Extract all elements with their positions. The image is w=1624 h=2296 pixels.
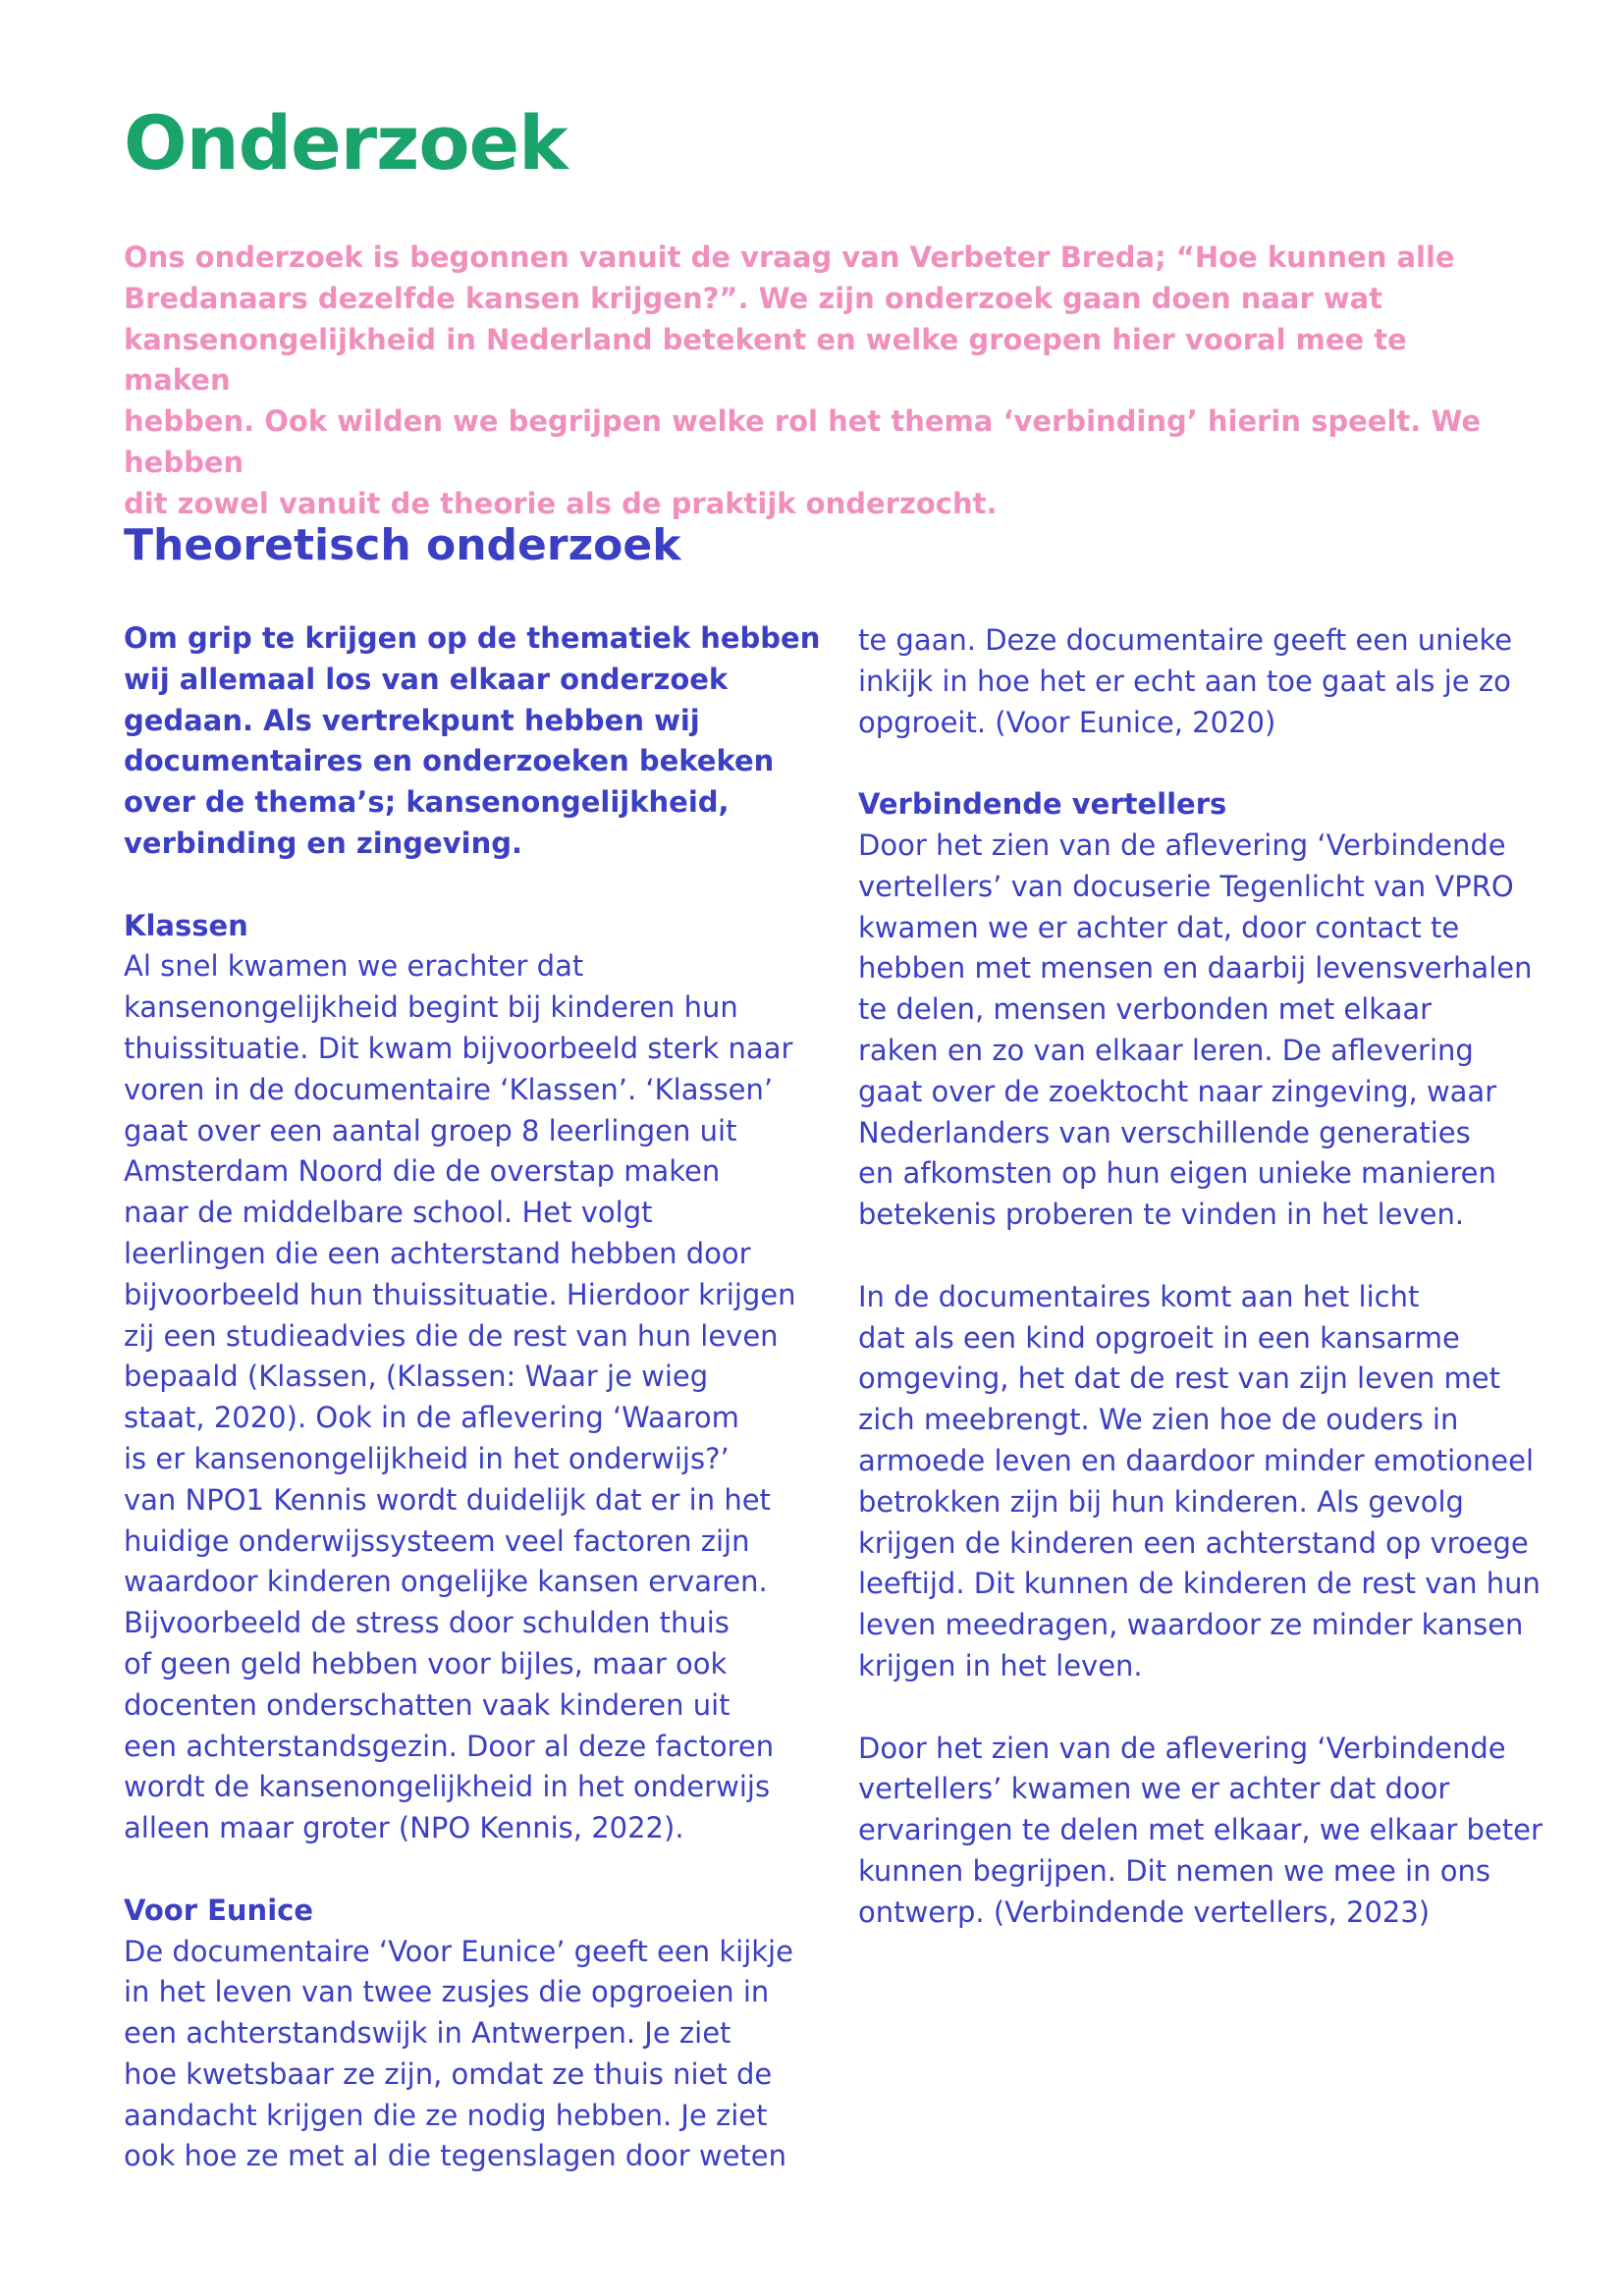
text-line: krijgen de kinderen een achterstand op vroege [858,1525,1529,1560]
text-line: wordt de kansenongelijkheid in het onderwijs [124,1770,771,1804]
text-line: vertellers’ kwamen we er achter dat door [858,1772,1450,1806]
lead-line: documentaires en onderzoeken bekeken [124,744,775,778]
text-line: thuissituatie. Dit kwam bijvoorbeeld sterk naar [124,1031,793,1065]
text-line: Nederlanders van verschillende generaties [858,1115,1471,1149]
text-line: gaat over een aantal groep 8 leerlingen uit [124,1113,737,1148]
text-line: een achterstandswijk in Antwerpen. Je ziet [124,2016,731,2051]
text-line: Bijvoorbeeld de stress door schulden thuis [124,1606,730,1640]
text-line: huidige onderwijssysteem veel factoren zijn [124,1523,750,1558]
text-line: staat, 2020). Ook in de aflevering ‘Waarom [124,1401,739,1435]
section-title: Theoretisch onderzoek [124,520,681,570]
text-line: Al snel kwamen we erachter dat [124,949,584,984]
text-line: bepaald (Klassen, (Klassen: Waar je wieg [124,1360,709,1394]
conclusion-paragraph [858,1729,1543,1934]
text-line: of geen geld hebben voor bijles, maar ook [124,1646,728,1681]
eunice-paragraph [124,1932,801,2178]
text-line: voren in de documentaire ‘Klassen’. ‘Klassen’ [124,1072,774,1106]
right-column [858,620,1543,1974]
lead-line: Om grip te krijgen op de thematiek hebben [124,621,821,655]
text-line: Door het zien van de aflevering ‘Verbindende [858,1731,1506,1765]
text-line: krijgen in het leven. [858,1648,1143,1682]
text-line: te gaan. Deze documentaire geeft een unieke [858,623,1513,657]
page-title: Onderzoek [124,99,568,187]
text-line: raken en zo van elkaar leren. De aflevering [858,1033,1474,1067]
text-line: zij een studieadvies die de rest van hun leven [124,1318,779,1353]
lead-line: over de thema’s; kansenongelijkheid, [124,785,730,820]
text-line: alleen maar groter (NPO Kennis, 2022). [124,1811,684,1845]
lead-line: gedaan. Als vertrekpunt hebben wij [124,703,700,737]
text-line: zich meebrengt. We zien hoe de ouders in [858,1403,1459,1437]
lead-paragraph [124,618,821,865]
text-line: ook hoe ze met al die tegenslagen door weten [124,2139,787,2173]
text-line: is er kansenongelijkheid in het onderwijs?’ [124,1441,730,1475]
text-line: betrokken zijn bij hun kinderen. Als gevolg [858,1484,1464,1519]
vertellers-heading: Verbindende vertellers [858,787,1227,822]
eunice-heading: Voor Eunice [124,1893,314,1927]
text-line: docenten onderschatten vaak kinderen uit [124,1687,731,1722]
text-line: waardoor kinderen ongelijke kansen ervaren. [124,1565,768,1599]
intro-line: hebben. Ook wilden we begrijpen welke rol het thema ‘verbinding’ hierin speelt. We hebben [124,404,1482,479]
intro-line: Bredanaars dezelfde kansen krijgen?”. We zijn onderzoek gaan doen naar wat [124,281,1383,315]
left-column [124,618,821,2218]
text-line: van NPO1 Kennis wordt duidelijk dat er in het [124,1482,771,1517]
text-line: kansenongelijkheid begint bij kinderen hun [124,990,738,1025]
text-line: dat als een kind opgroeit in een kansarme [858,1320,1460,1355]
text-line: omgeving, het dat de rest van zijn leven met [858,1362,1500,1396]
text-line: vertellers’ van docuserie Tegenlicht van VPRO [858,869,1514,903]
intro-paragraph [124,238,1508,525]
text-line: aandacht krijgen die ze nodig hebben. Je ziet [124,2098,768,2132]
intro-line: Ons onderzoek is begonnen vanuit de vraag van Verbeter Breda; “Hoe kunnen alle [124,240,1455,274]
lead-line: wij allemaal los van elkaar onderzoek [124,662,729,696]
text-line: gaat over de zoektocht naar zingeving, waar [858,1074,1497,1108]
text-line: Door het zien van de aflevering ‘Verbindende [858,828,1506,862]
klassen-paragraph [124,946,801,1849]
intro-line: dit zowel vanuit de theorie als de praktijk onderzocht. [124,486,998,520]
intro-line: kansenongelijkheid in Nederland betekent en welke groepen hier vooral mee te maken [124,322,1407,398]
text-line: opgroeit. (Voor Eunice, 2020) [858,705,1276,739]
text-line: kunnen begrijpen. Dit nemen we mee in ons [858,1853,1490,1888]
text-line: leeftijd. Dit kunnen de kinderen de rest van hun [858,1567,1541,1601]
lead-line: verbinding en zingeving. [124,826,522,860]
text-line: Amsterdam Noord die de overstap maken [124,1154,721,1189]
text-line: te delen, mensen verbonden met elkaar [858,992,1433,1027]
vertellers-paragraph [858,826,1536,1236]
text-line: inkijk in hoe het er echt aan toe gaat als je zo [858,664,1511,698]
text-line: in het leven van twee zusjes die opgroeien in [124,1975,770,2009]
text-line: hoe kwetsbaar ze zijn, omdat ze thuis niet de [124,2056,773,2091]
klassen-heading: Klassen [124,908,248,942]
text-line: bijvoorbeeld hun thuissituatie. Hierdoor krijgen [124,1277,796,1311]
text-line: In de documentaires komt aan het licht [858,1279,1420,1313]
text-line: leerlingen die een achterstand hebben door [124,1236,751,1270]
text-line: een achterstandsgezin. Door al deze factoren [124,1729,775,1763]
text-line: ervaringen te delen met elkaar, we elkaar beter [858,1813,1543,1847]
text-line: en afkomsten op hun eigen unieke manieren [858,1156,1496,1191]
text-line: naar de middelbare school. Het volgt [124,1196,653,1230]
text-line: kwamen we er achter dat, door contact te [858,910,1460,944]
documentaries-paragraph [858,1277,1541,1687]
eunice-continued-paragraph [858,620,1536,743]
text-line: leven meedragen, waardoor ze minder kansen [858,1608,1524,1642]
text-line: De documentaire ‘Voor Eunice’ geeft een kijkje [124,1934,793,1968]
text-line: ontwerp. (Verbindende vertellers, 2023) [858,1895,1431,1929]
text-line: betekenis proberen te vinden in het leven. [858,1198,1465,1232]
text-line: armoede leven en daardoor minder emotioneel [858,1443,1535,1477]
text-line: hebben met mensen en daarbij levensverhalen [858,951,1533,986]
